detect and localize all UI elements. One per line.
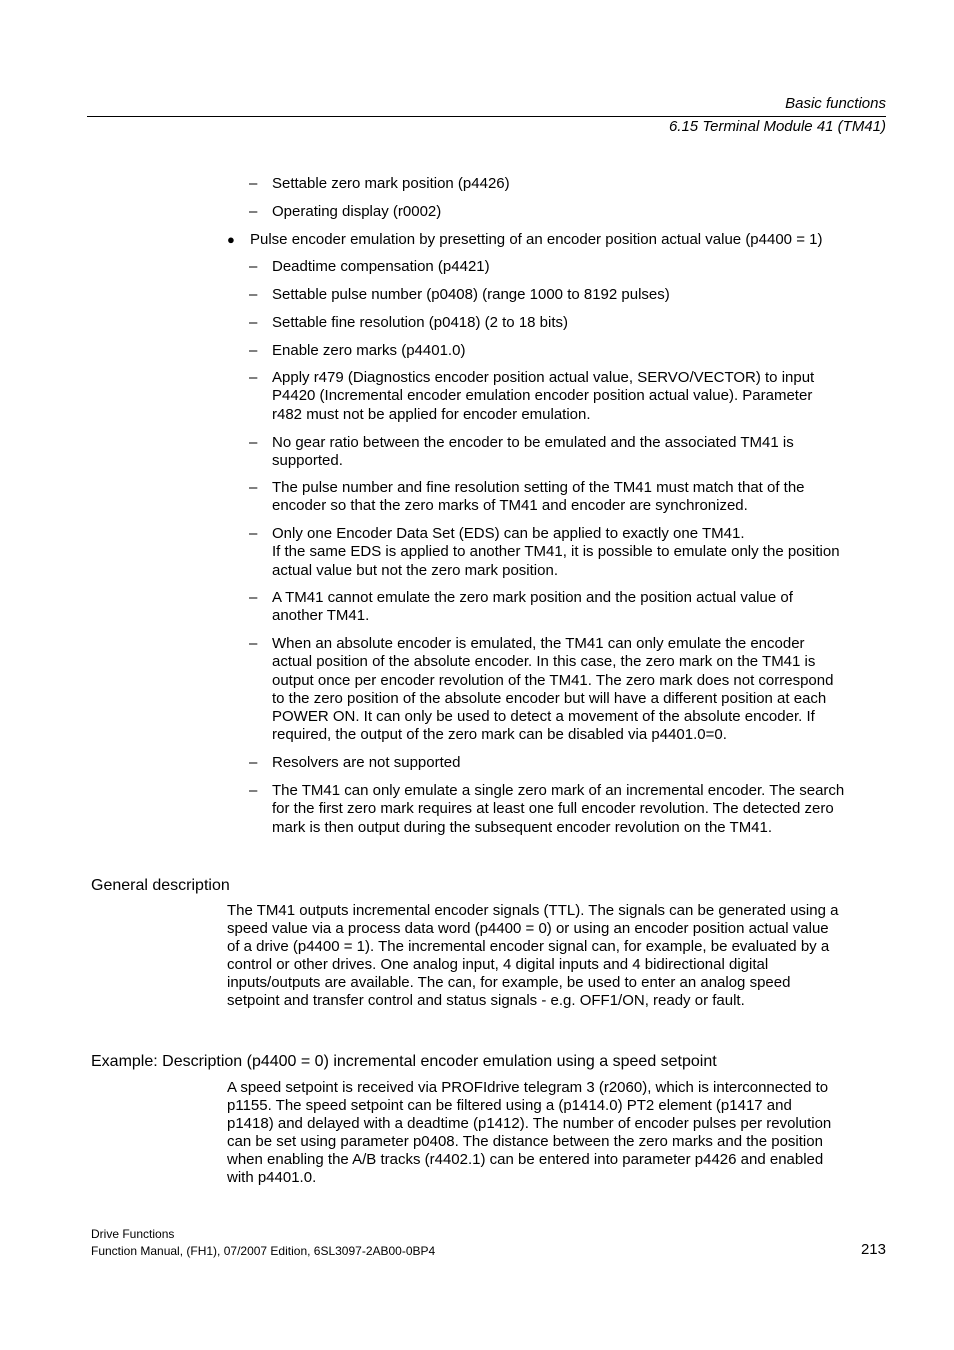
text-line: Only one Encoder Data Set (EDS) can be applied to exactly one TM41. xyxy=(272,525,745,542)
text-line: POWER ON. It can only be used to detect a movement of the absolute encoder. If xyxy=(272,708,815,726)
text-line: The pulse number and fine resolution setting of the TM41 must match that of the xyxy=(272,479,805,496)
text-line: The TM41 can only emulate a single zero mark of an incremental encoder. The search xyxy=(272,782,845,799)
text-line: mark is then output during the subsequent encoder revolution on the TM41. xyxy=(272,818,773,836)
text-line: If the same EDS is applied to another TM41, it is possible to emulate only the position xyxy=(272,543,840,561)
list-item xyxy=(272,589,886,626)
text-line: encoder so that the zero marks of TM41 and encoder are synchronized. xyxy=(272,497,748,515)
text-line: for the first zero mark requires at least one full encoder revolution. The detected zero xyxy=(272,800,834,818)
list-marker: – xyxy=(249,342,258,359)
text-line: A speed setpoint is received via PROFIdrive telegram 3 (r2060), which is interconnected to xyxy=(227,1079,829,1096)
list-item xyxy=(272,782,886,837)
footer-edition: Function Manual, (FH1), 07/2007 Edition, 6SL3097-2AB00-0BP4 xyxy=(91,1244,436,1258)
page-number: 213 xyxy=(860,1241,886,1258)
text-line: with p4401.0. xyxy=(227,1169,317,1187)
list-item xyxy=(272,635,886,745)
list-marker: – xyxy=(249,369,258,386)
list-marker: – xyxy=(249,434,258,451)
list-marker: – xyxy=(249,314,258,331)
list-marker: – xyxy=(249,525,258,542)
list-item: Deadtime compensation (p4421) xyxy=(272,258,490,275)
text-line: actual value but not the zero mark position. xyxy=(272,561,558,579)
list-item: Resolvers are not supported xyxy=(272,754,461,771)
list-marker: – xyxy=(249,589,258,606)
list-marker: – xyxy=(249,258,258,275)
text-line: actual position of the absolute encoder. In this case, the zero mark on the TM41 is xyxy=(272,653,816,671)
text-line: speed value via a process data word (p4400 = 0) or using an encoder position actual value xyxy=(227,920,829,938)
list-marker: – xyxy=(249,286,258,303)
text-line: supported. xyxy=(272,452,343,470)
text-line: When an absolute encoder is emulated, the TM41 can only emulate the encoder xyxy=(272,635,805,652)
section-heading: Example: Description (p4400 = 0) incremental encoder emulation using a speed setpoint xyxy=(91,1053,717,1070)
text-line: r482 must not be applied for encoder emulation. xyxy=(272,405,591,423)
text-line: p1418) and delayed with a deadtime (p1412). The number of encoder pulses per revolution xyxy=(227,1115,832,1133)
list-item xyxy=(272,369,886,424)
general-description xyxy=(227,902,887,1011)
list-item: Pulse encoder emulation by presetting of an encoder position actual value (p4400 = 1) xyxy=(250,231,823,248)
list-item: Settable pulse number (p0408) (range 1000 to 8192 pulses) xyxy=(272,286,670,303)
list-item xyxy=(272,525,886,580)
text-line: setpoint and transfer control and status signals - e.g. OFF1/ON, ready or fault. xyxy=(227,992,745,1010)
list-marker: – xyxy=(249,635,258,652)
text-line: of a drive (p4400 = 1). The incremental encoder signal can, for example, be evaluated by a xyxy=(227,938,830,956)
text-line: p1155. The speed setpoint can be filtered using a (p1414.0) PT2 element (p1417 and xyxy=(227,1097,792,1115)
list-item xyxy=(272,479,886,516)
header-section: 6.15 Terminal Module 41 (TM41) xyxy=(668,118,886,135)
text-line: The TM41 outputs incremental encoder signals (TTL). The signals can be generated using a xyxy=(227,902,839,919)
list-item xyxy=(272,434,886,471)
text-line: Apply r479 (Diagnostics encoder position actual value, SERVO/VECTOR) to input xyxy=(272,369,815,386)
list-item: Settable zero mark position (p4426) xyxy=(272,175,510,192)
list-item: Settable fine resolution (p0418) (2 to 18 bits) xyxy=(272,314,569,331)
list-marker: – xyxy=(249,754,258,771)
text-line: required, the output of the zero mark can be disabled via p4401.0=0. xyxy=(272,726,727,744)
text-line: P4420 (Incremental encoder emulation encoder position actual value). Parameter xyxy=(272,387,813,405)
footer-title: Drive Functions xyxy=(91,1227,175,1241)
text-line: output once per encoder revolution of the TM41. The zero mark does not correspond xyxy=(272,671,834,689)
list-marker: – xyxy=(249,782,258,799)
list-marker: – xyxy=(249,479,258,496)
text-line: inputs/outputs are available. The can, for example, be used to enter an analog speed xyxy=(227,974,791,992)
text-line: another TM41. xyxy=(272,607,370,625)
section-heading: General description xyxy=(91,877,230,894)
text-line: can be set using parameter p0408. The distance between the zero marks and the position xyxy=(227,1133,823,1151)
bullet-marker: ● xyxy=(227,232,235,247)
text-line: No gear ratio between the encoder to be emulated and the associated TM41 is xyxy=(272,434,794,451)
text-line: to the zero position of the absolute encoder but will have a different position at each xyxy=(272,689,827,707)
text-line: when enabling the A/B tracks (r4402.1) can be entered into parameter p4426 and enabled xyxy=(227,1151,824,1169)
list-item: Operating display (r0002) xyxy=(272,203,442,220)
header-chapter: Basic functions xyxy=(785,95,886,112)
example-description xyxy=(227,1079,887,1188)
text-line: A TM41 cannot emulate the zero mark position and the position actual value of xyxy=(272,589,793,606)
list-marker: – xyxy=(249,175,258,192)
text-line: control or other drives. One analog input, 4 digital inputs and 4 bidirectional digital xyxy=(227,956,769,974)
list-item: Enable zero marks (p4401.0) xyxy=(272,342,466,359)
list-marker: – xyxy=(249,203,258,220)
header-rule xyxy=(87,116,886,117)
